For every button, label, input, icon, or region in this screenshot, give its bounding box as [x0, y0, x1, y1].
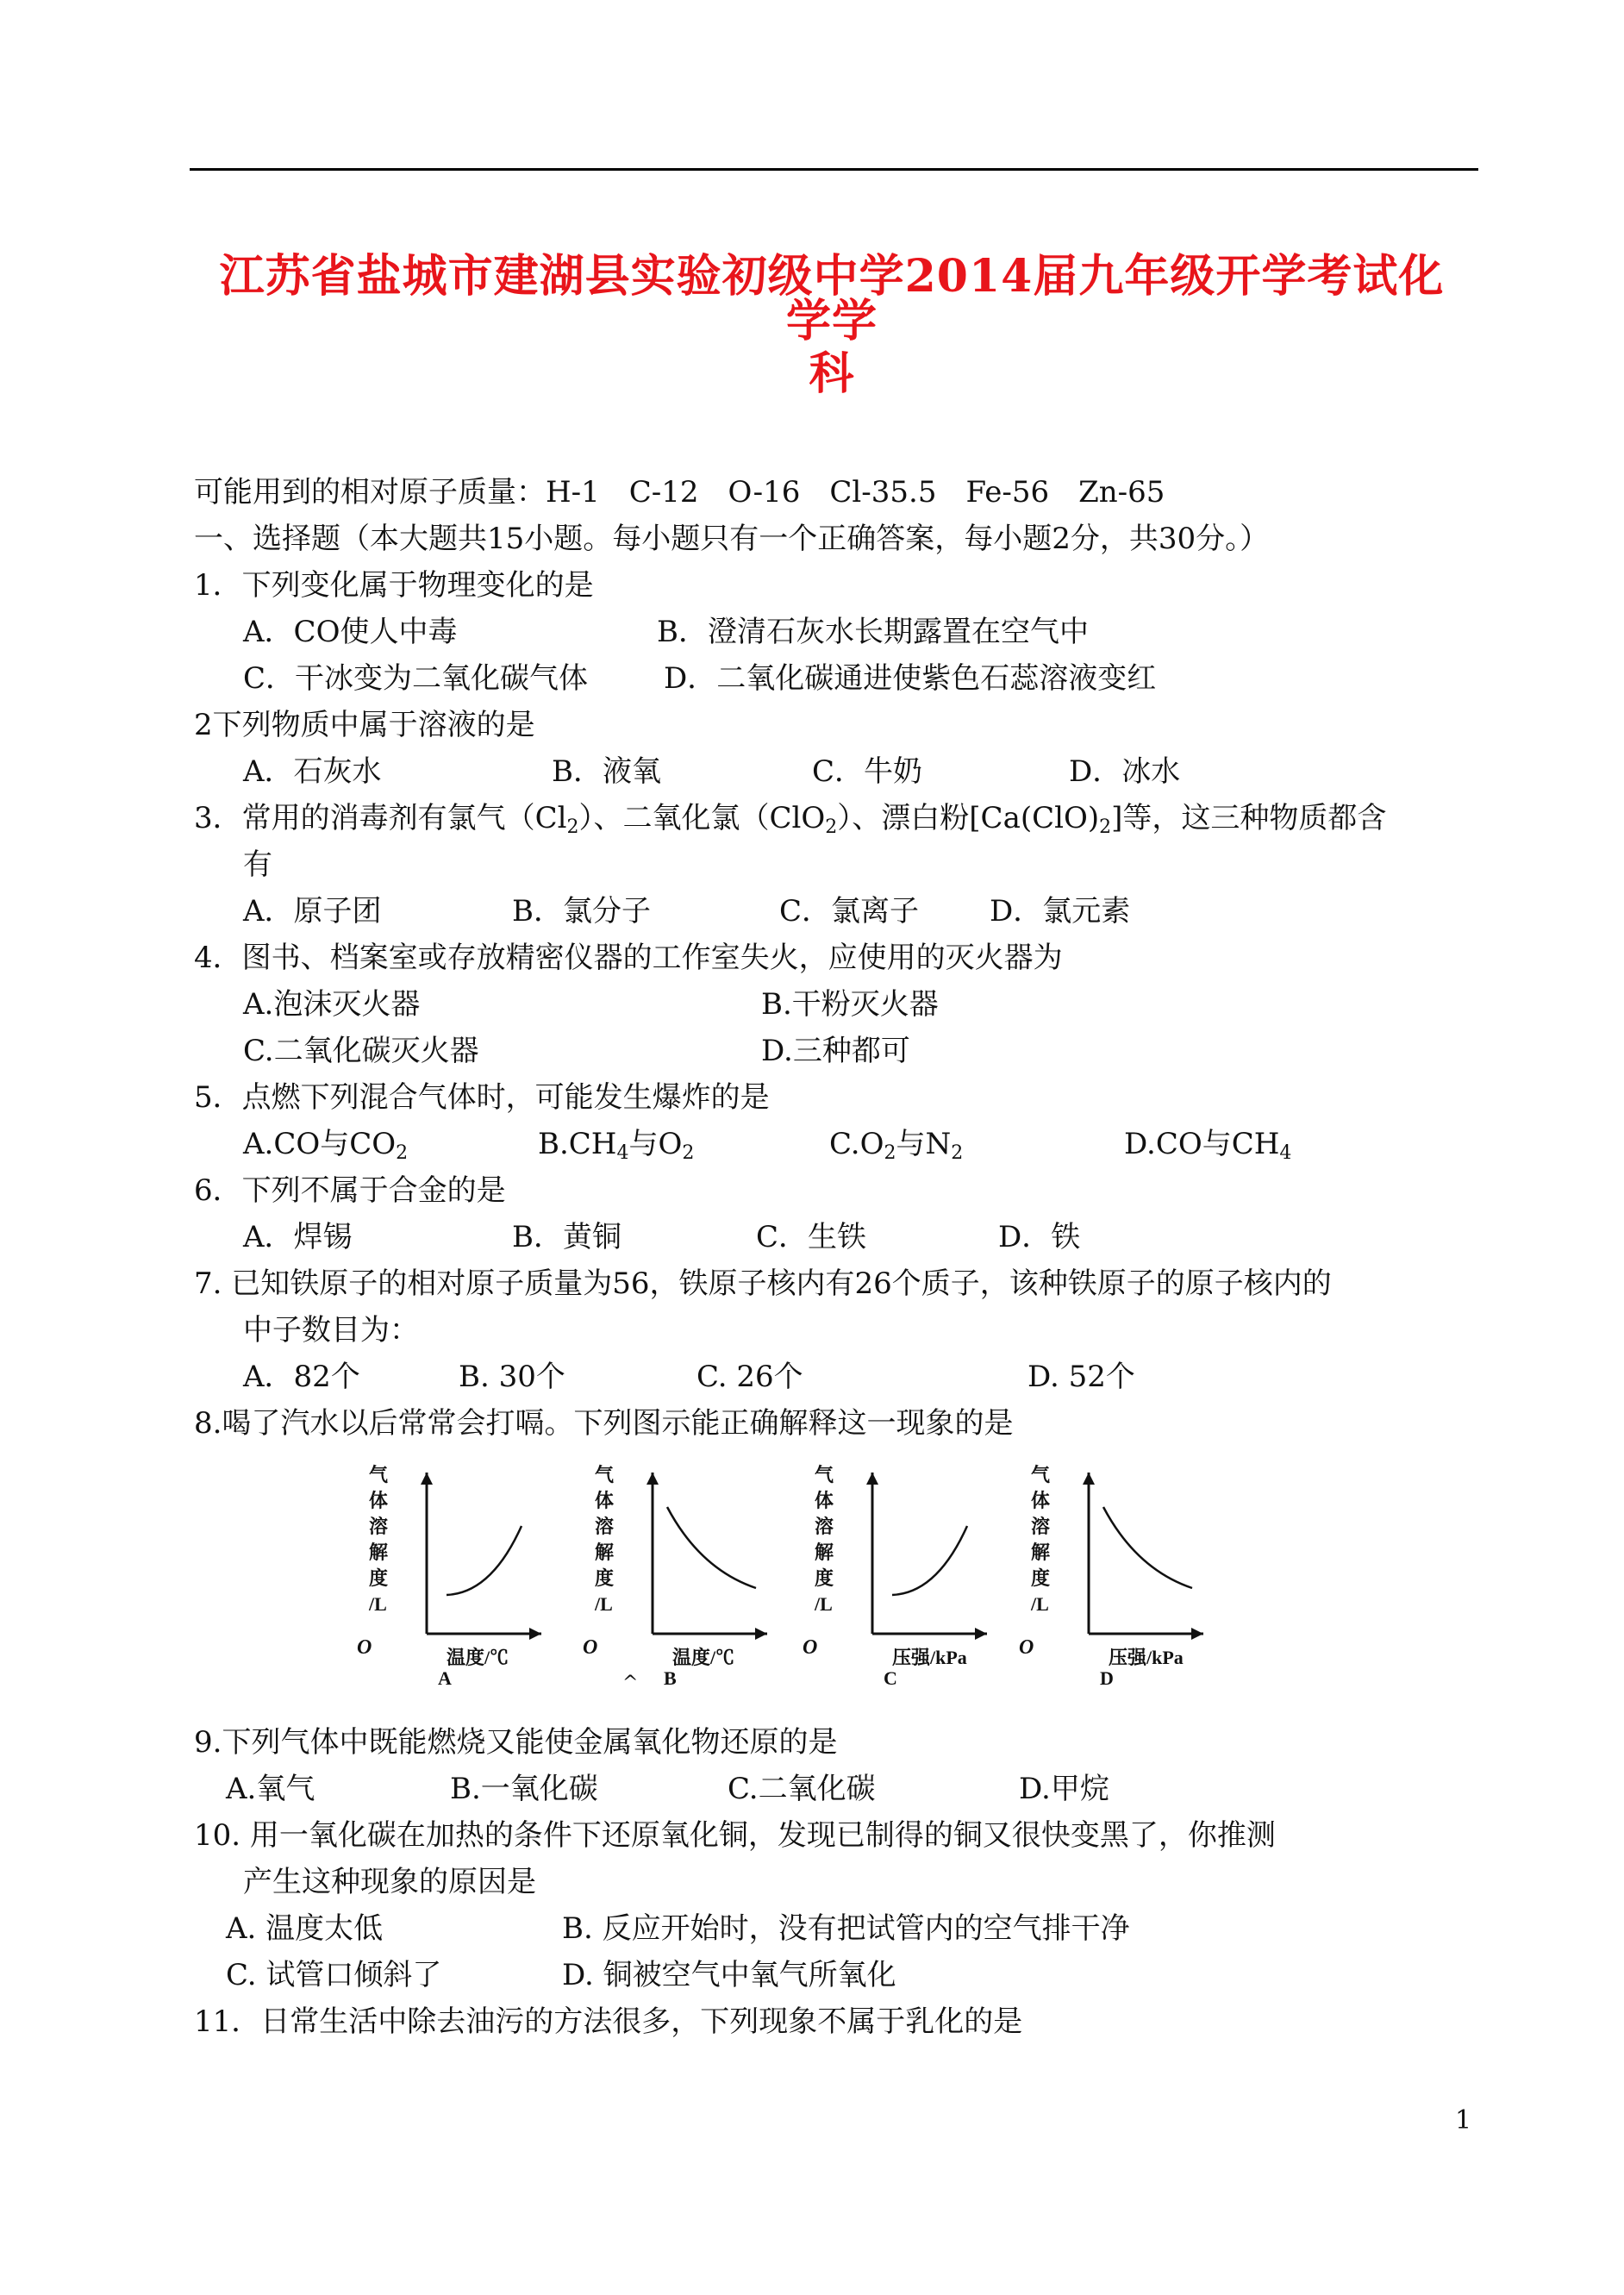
- y-axis-label-char: 溶: [369, 1516, 389, 1537]
- question-7-option-b: B. 30个: [459, 1360, 565, 1394]
- solubility-chart-d: [1007, 1457, 1214, 1694]
- question-10-option-c: C. 试管口倾斜了: [226, 1958, 442, 1992]
- question-4-option-c: C.二氧化碳灭火器: [243, 1034, 479, 1068]
- y-axis-label-char: 溶: [815, 1516, 834, 1537]
- question-3-option-d: D．氯元素: [990, 894, 1131, 929]
- question-5-option-d: D.CO与$CH_4$: [1124, 1127, 1292, 1164]
- solubility-chart-b-svg: [571, 1457, 778, 1694]
- solubility-curve: [667, 1507, 756, 1588]
- y-axis-label-char: /L: [595, 1593, 613, 1615]
- solubility-chart-d-svg: [1007, 1457, 1214, 1694]
- y-axis-label-char: 气: [1031, 1464, 1051, 1485]
- y-axis-label-char: 度: [1031, 1567, 1051, 1589]
- question-8-stem: 8.喝了汽水以后常常会打嗝。下列图示能正确解释这一现象的是: [194, 1406, 1014, 1441]
- question-3-option-b: B．氯分子: [512, 894, 651, 929]
- question-2-option-c: C．牛奶: [812, 754, 923, 789]
- question-7-stem-cont: 中子数目为：: [243, 1313, 419, 1348]
- question-6-option-c: C．生铁: [756, 1220, 867, 1254]
- y-axis-label-char: 气: [595, 1464, 615, 1485]
- question-6-stem: 6．下列不属于合金的是: [194, 1173, 506, 1208]
- x-axis-arrow: [755, 1628, 767, 1640]
- y-axis-label-char: 度: [369, 1567, 389, 1589]
- question-9-option-c: C.二氧化碳: [728, 1772, 876, 1806]
- origin-label: O: [583, 1636, 598, 1659]
- question-11-stem: 11．日常生活中除去油污的方法很多，下列现象不属于乳化的是: [194, 2004, 1023, 2039]
- question-4-option-b: B.干粉灭火器: [761, 987, 939, 1022]
- solubility-chart-c-svg: [790, 1457, 997, 1694]
- y-axis-label-char: /L: [815, 1593, 833, 1615]
- question-2-option-b: B．液氧: [552, 754, 661, 789]
- question-10-option-b: B. 反应开始时，没有把试管内的空气排干净: [562, 1911, 1130, 1946]
- y-axis-arrow: [421, 1473, 433, 1485]
- question-1-option-d: D．二氧化碳通进使紫色石蕊溶液变红: [664, 661, 1157, 696]
- question-5-option-c: $C.O_2$与$N_2$: [829, 1127, 964, 1164]
- solubility-chart-b: [571, 1457, 778, 1694]
- y-axis-label-char: 气: [369, 1464, 389, 1485]
- origin-label: O: [803, 1636, 818, 1659]
- question-5-stem: 5．点燃下列混合气体时，可能发生爆炸的是: [194, 1080, 770, 1115]
- y-axis-label-char: 体: [369, 1490, 389, 1511]
- question-2-option-d: D．冰水: [1069, 754, 1181, 789]
- origin-label: O: [357, 1636, 372, 1659]
- question-9-option-b: B.一氧化碳: [450, 1772, 598, 1806]
- y-axis-label-char: 体: [595, 1490, 615, 1511]
- question-6-option-a: A．焊锡: [243, 1220, 353, 1254]
- question-2-option-a: A．石灰水: [243, 754, 382, 789]
- question-2-stem: 2下列物质中属于溶液的是: [194, 708, 535, 742]
- question-6-option-d: D．铁: [998, 1220, 1081, 1254]
- chart-option-label: A: [438, 1667, 452, 1689]
- question-10-stem-cont: 产生这种现象的原因是: [243, 1865, 536, 1899]
- question-3-stem: 3．常用的消毒剂有氯气$(Cl_2)$、二氧化氯（ClO$_2$）、漂白粉$[Ca(ClO)_2]$等，这三种物质都含: [194, 801, 1387, 838]
- x-axis-label: 压强/kPa: [892, 1647, 967, 1668]
- y-axis-label-char: 气: [815, 1464, 834, 1485]
- question-5-option-a: A.CO与$CO_2$: [243, 1127, 409, 1164]
- x-axis-label: 温度/℃: [447, 1647, 509, 1668]
- section-heading: 一、选择题（本大题共15小题。每小题只有一个正确答案，每小题2分，共30分。）: [194, 522, 1270, 556]
- question-3-stem-cont: 有: [243, 847, 272, 882]
- x-axis-arrow: [529, 1628, 541, 1640]
- y-axis-label-char: 解: [595, 1541, 615, 1563]
- y-axis-label-char: /L: [1031, 1593, 1049, 1615]
- y-axis-arrow: [1083, 1473, 1095, 1485]
- y-axis-label-char: 体: [815, 1490, 834, 1511]
- y-axis-label-char: 溶: [595, 1516, 615, 1537]
- y-axis-arrow: [866, 1473, 878, 1485]
- question-1-option-a: A．CO使人中毒: [243, 615, 458, 649]
- page-number: 1: [1455, 2105, 1472, 2136]
- x-axis-label: 压强/kPa: [1109, 1647, 1184, 1668]
- question-5-option-b: $B.CH_4$与$O_2$: [538, 1127, 695, 1164]
- solubility-curve: [1103, 1507, 1192, 1588]
- solubility-chart-a: [345, 1457, 552, 1694]
- stray-caret-mark: ^: [622, 1673, 639, 1694]
- chart-option-label: B: [664, 1667, 677, 1689]
- chart-option-label: D: [1100, 1667, 1114, 1689]
- solubility-chart-c: [790, 1457, 997, 1694]
- question-10-stem: 10. 用一氧化碳在加热的条件下还原氧化铜，发现已制得的铜又很快变黑了，你推测: [194, 1818, 1276, 1853]
- origin-label: O: [1019, 1636, 1034, 1659]
- x-axis-arrow: [1191, 1628, 1203, 1640]
- y-axis-label-char: 溶: [1031, 1516, 1051, 1537]
- question-1-stem: 1．下列变化属于物理变化的是: [194, 568, 594, 603]
- document-title-line2: 科: [809, 347, 855, 400]
- question-6-option-b: B．黄铜: [512, 1220, 621, 1254]
- question-7-option-c: C. 26个: [696, 1360, 803, 1394]
- question-9-stem: 9.下列气体中既能燃烧又能使金属氧化物还原的是: [194, 1725, 838, 1760]
- header-rule: [190, 168, 1478, 171]
- y-axis-label-char: 度: [815, 1567, 834, 1589]
- question-3-option-a: A．原子团: [243, 894, 382, 929]
- y-axis-label-char: 解: [815, 1541, 834, 1563]
- x-axis-arrow: [975, 1628, 987, 1640]
- question-7-stem: 7. 已知铁原子的相对原子质量为56，铁原子核内有26个质子，该种铁原子的原子核内的: [194, 1266, 1332, 1301]
- question-10-option-d: D. 铜被空气中氧气所氧化: [562, 1958, 896, 1992]
- y-axis-label-char: /L: [369, 1593, 387, 1615]
- x-axis-label: 温度/℃: [672, 1647, 735, 1668]
- document-title-line1: 江苏省盐城市建湖县实验初级中学2014届九年级开学考试化学学: [219, 250, 1445, 347]
- question-9-option-a: A.氧气: [226, 1772, 315, 1806]
- question-10-option-a: A. 温度太低: [226, 1911, 384, 1946]
- solubility-curve: [892, 1526, 967, 1595]
- question-4-stem: 4．图书、档案室或存放精密仪器的工作室失火，应使用的灭火器为: [194, 941, 1063, 975]
- solubility-chart-a-svg: [345, 1457, 552, 1694]
- question-4-option-a: A.泡沫灭火器: [243, 987, 421, 1022]
- question-7-option-a: A．82个: [243, 1360, 360, 1394]
- question-3-option-c: C．氯离子: [779, 894, 920, 929]
- y-axis-label-char: 体: [1031, 1490, 1051, 1511]
- y-axis-label-char: 解: [369, 1541, 389, 1563]
- chart-option-label: C: [884, 1667, 897, 1689]
- y-axis-label-char: 度: [595, 1567, 615, 1589]
- question-9-option-d: D.甲烷: [1019, 1772, 1109, 1806]
- atomic-masses-note: 可能用到的相对原子质量：H-1 C-12 O-16 Cl-35.5 Fe-56 Zn-65: [194, 475, 1165, 510]
- solubility-curve: [447, 1526, 522, 1595]
- question-1-option-c: C．干冰变为二氧化碳气体: [243, 661, 589, 696]
- y-axis-arrow: [646, 1473, 659, 1485]
- question-4-option-d: D.三种都可: [761, 1034, 910, 1068]
- y-axis-label-char: 解: [1031, 1541, 1051, 1563]
- question-7-option-d: D. 52个: [1027, 1360, 1135, 1394]
- question-1-option-b: B．澄清石灰水长期露置在空气中: [657, 615, 1089, 649]
